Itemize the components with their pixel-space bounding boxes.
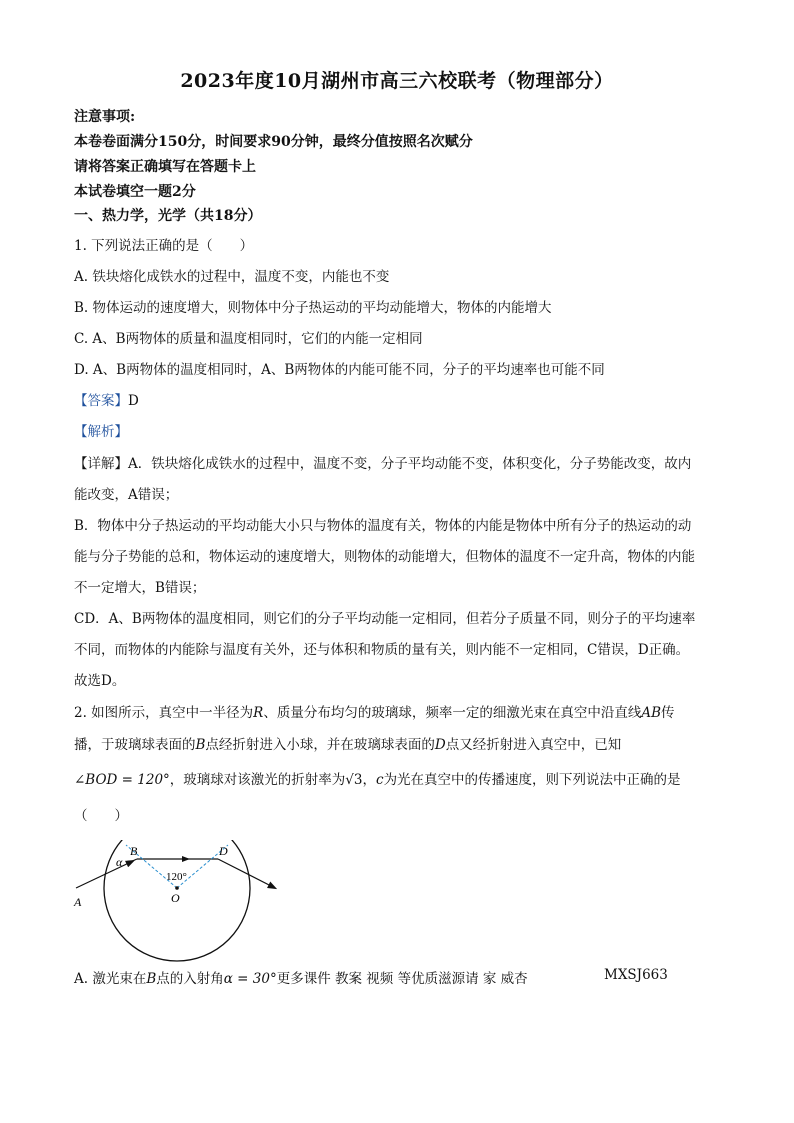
symbol-b: B (146, 971, 157, 987)
page-title: 2023年度10月湖州市高三六校联考（物理部分） (180, 70, 614, 92)
q1-explanation-4: 能与分子势能的总和，物体运动的速度增大，则物体的动能增大，但物体的温度不一定升高，物体的内能 (74, 549, 695, 565)
label-angle: 120° (166, 871, 187, 883)
q1-option-a: A. 铁块熔化成铁水的过程中，温度不变，内能也不变 (74, 269, 390, 285)
angle-expression: ∠BOD = 120° (74, 772, 170, 788)
q1-explanation-3: B．物体中分子热运动的平均动能大小只与物体的温度有关，物体的内能是物体中所有分子的热运动的动 (74, 518, 692, 534)
section-heading: 一、热力学，光学（共18分） (74, 208, 262, 224)
q1-explanation-1 (74, 452, 691, 472)
center-point (175, 886, 179, 890)
text-run: 点的入射角 (156, 971, 224, 987)
q1-answer (74, 389, 139, 409)
label-o: O (171, 891, 180, 905)
note-fill-blank: 本试卷填空一题2分 (74, 184, 196, 200)
symbol-c: c (376, 772, 384, 788)
explanation-text: A．铁块熔化成铁水的过程中，温度不变，分子平均动能不变，体积变化，分子势能改变，故内 (128, 456, 692, 472)
ray-arrow (182, 856, 190, 862)
answer-value: D (128, 393, 139, 409)
text-run: A. 激光束在 (74, 971, 147, 987)
text-run: ， (362, 772, 376, 788)
label-alpha: α (116, 855, 123, 869)
symbol-b: B (195, 737, 206, 753)
label-b: B (130, 844, 138, 858)
q2-blank: （ ） (74, 808, 128, 824)
watermark-code: MXSJ663 (604, 967, 668, 983)
text-run: 、质量分布均匀的玻璃球，频率一定的细激光束在真空中沿直线 (263, 705, 642, 721)
glass-sphere-diagram (70, 840, 300, 975)
incident-ray-end (130, 859, 137, 862)
alpha-expression: α = 30° (223, 971, 277, 987)
text-run: 为光在真空中的传播速度，则下列说法中正确的是 (383, 772, 681, 788)
text-run: 点又经折射进入真空中，已知 (445, 737, 622, 753)
text-run: 更多课件 教案 视频 等优质滋源请 家 威杏 (276, 971, 528, 987)
symbol-d: D (434, 737, 446, 753)
q2-option-a (74, 967, 528, 987)
detail-tag: 【详解】 (74, 456, 128, 472)
q1-explanation-7: 不同，而物体的内能除与温度有关外，还与体积和物质的量有关，则内能不一定相同，C错误，D正确。 (74, 642, 690, 658)
q2-stem-line2 (74, 733, 621, 753)
q2-stem-line1 (74, 701, 675, 721)
analysis-tag: 【解析】 (74, 424, 128, 440)
text-run: 点经折射进入小球，并在玻璃球表面的 (205, 737, 435, 753)
symbol-r: R (253, 705, 264, 721)
text-run: ，玻璃球对该激光的折射率为 (169, 772, 346, 788)
q1-explanation-6: CD．A、B两物体的温度相同，则它们的分子平均动能一定相同，但若分子质量不同，则分子的平均速率 (74, 611, 696, 627)
note-answer-sheet: 请将答案正确填写在答题卡上 (74, 159, 256, 175)
notes-heading: 注意事项: (74, 109, 136, 125)
q1-explanation-8: 故选D。 (74, 673, 126, 689)
label-a: A (74, 895, 82, 909)
q1-stem: 1. 下列说法正确的是（ ） (74, 238, 254, 254)
symbol-ab: AB (641, 705, 662, 721)
q1-option-b: B. 物体运动的速度增大，则物体中分子热运动的平均动能增大，物体的内能增大 (74, 300, 552, 316)
text-run: 播，于玻璃球表面的 (74, 737, 196, 753)
q1-option-c: C. A、B两物体的质量和温度相同时，它们的内能一定相同 (74, 331, 423, 347)
exit-ray (218, 859, 275, 888)
q1-explanation-5: 不一定增大，B错误； (74, 580, 206, 596)
q1-option-d: D. A、B两物体的温度相同时，A、B两物体的内能可能不同，分子的平均速率也可能不同 (74, 362, 605, 378)
note-score: 本卷卷面满分150分，时间要求90分钟，最终分值按照名次赋分 (74, 134, 473, 150)
answer-tag: 【答案】 (74, 393, 128, 409)
q2-stem-line3 (74, 768, 681, 788)
sqrt-three: √3 (345, 772, 363, 788)
text-run: 2. 如图所示，真空中一半径为 (74, 705, 254, 721)
text-run: 传 (661, 705, 675, 721)
label-d: D (219, 844, 228, 858)
q1-explanation-2: 能改变，A错误； (74, 487, 179, 503)
